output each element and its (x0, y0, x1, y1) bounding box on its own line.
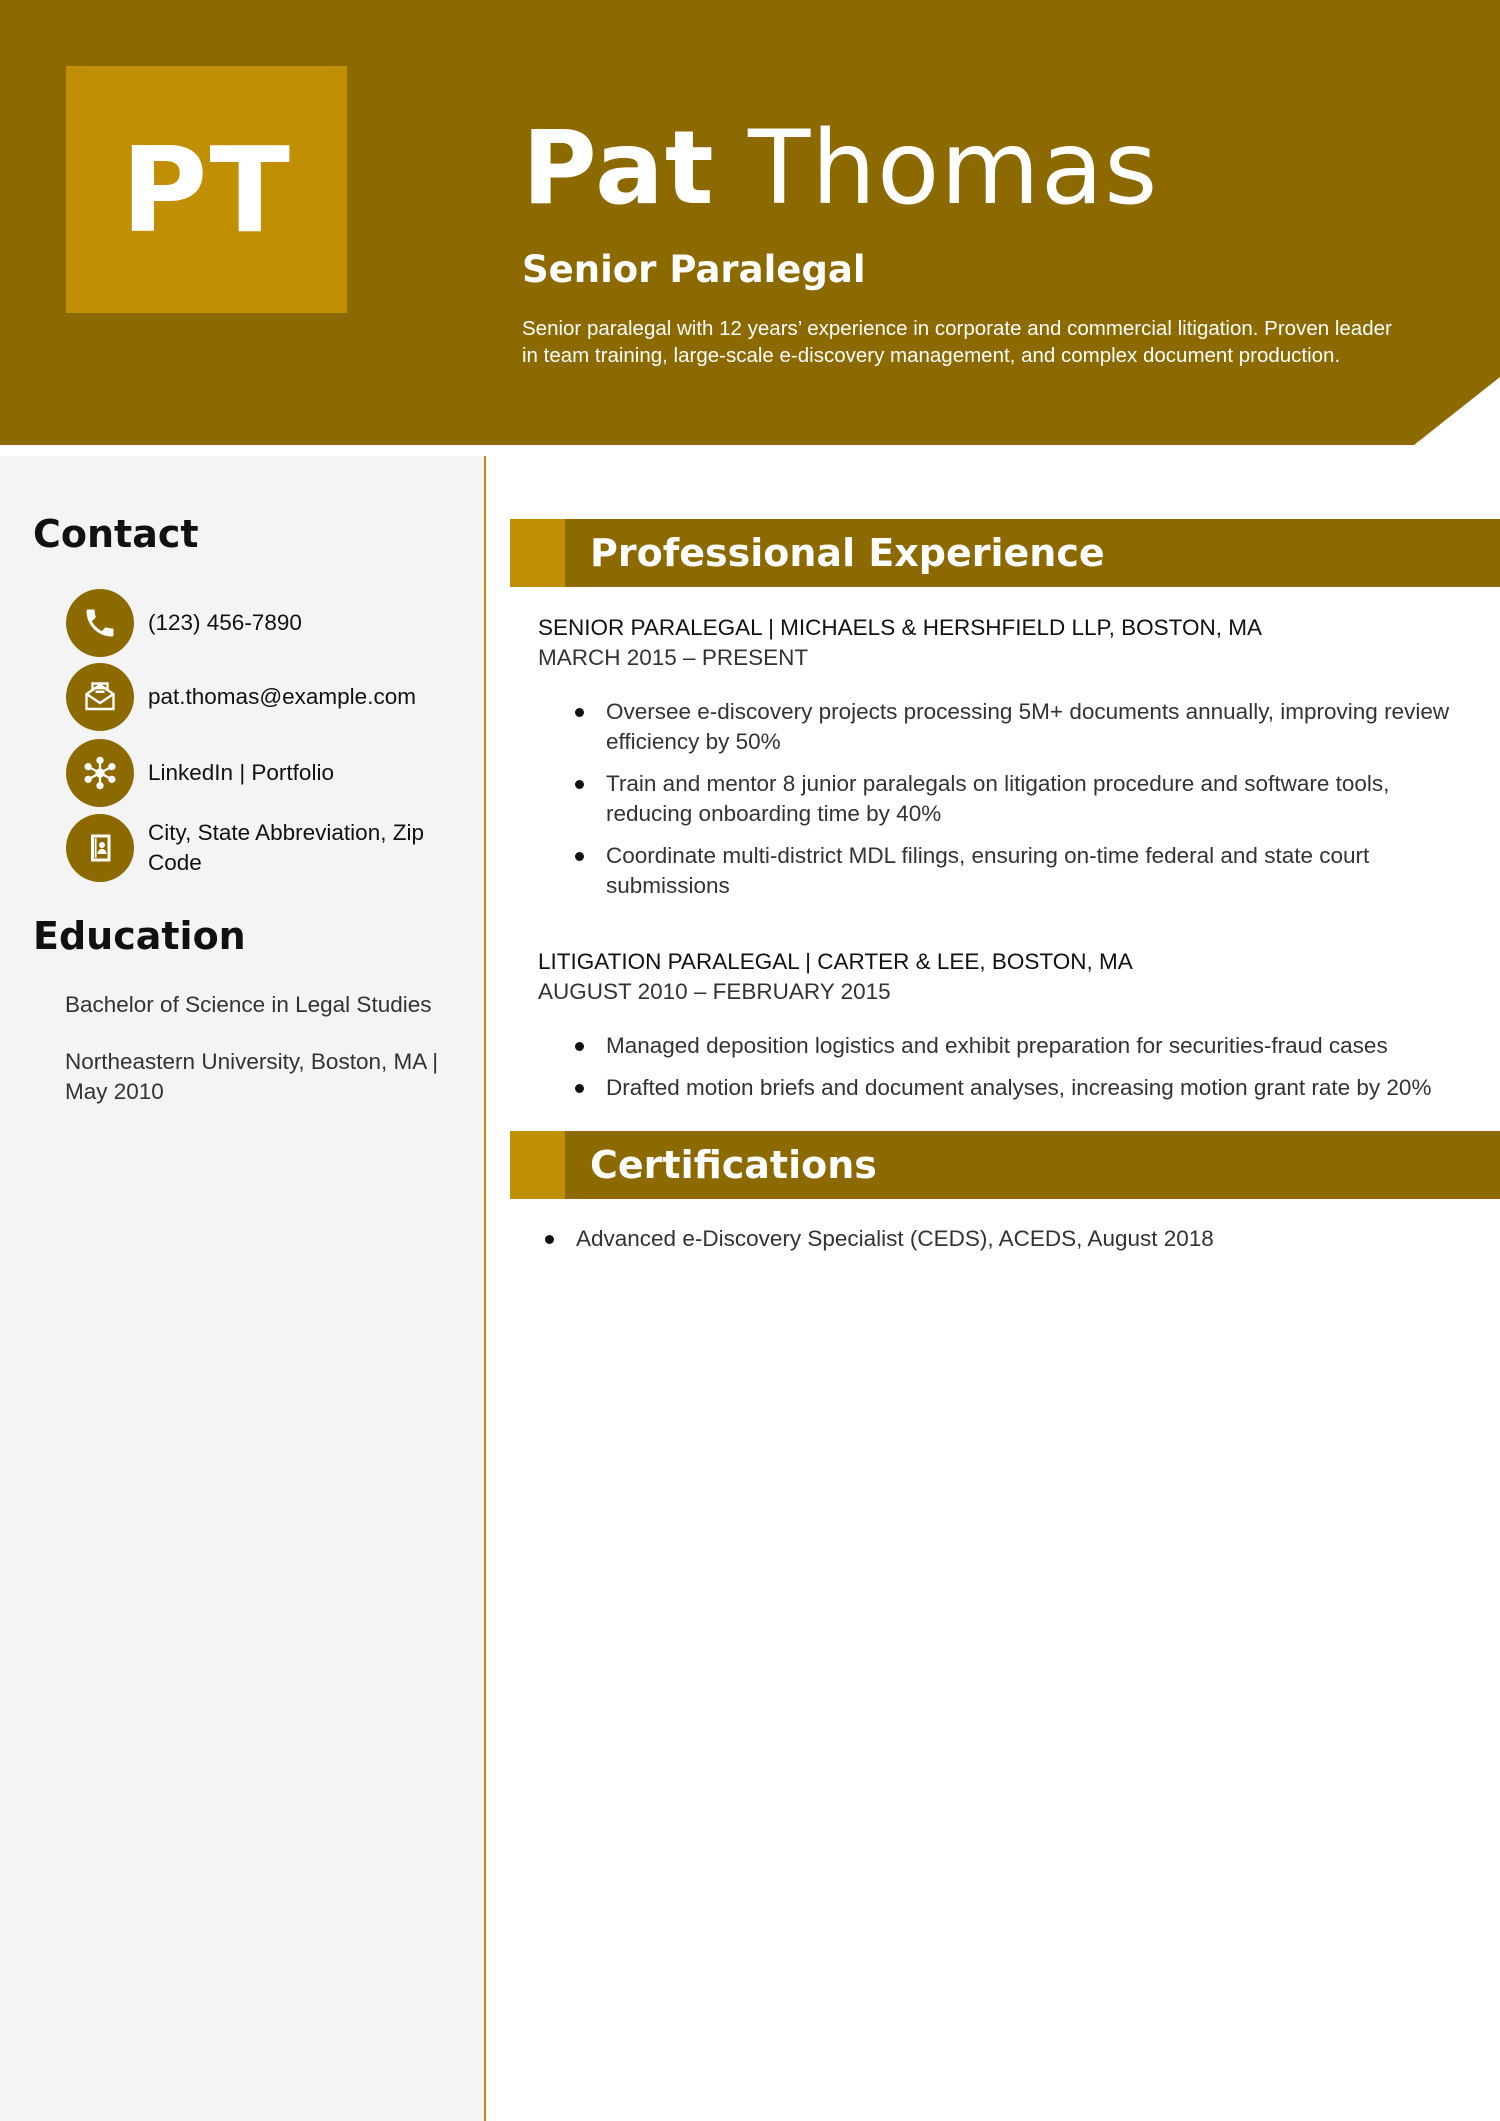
job-2-dates: AUGUST 2010 – FEBRUARY 2015 (538, 979, 891, 1004)
job-1-bullets (606, 697, 1466, 913)
certifications-heading: Certifications (590, 1143, 877, 1187)
candidate-name (522, 108, 1158, 230)
phone-icon (66, 589, 134, 657)
certifications-list (576, 1224, 1476, 1266)
phone-number[interactable]: (123) 456-7890 (148, 610, 302, 635)
certifications-section-header (510, 1131, 1500, 1199)
email-address[interactable]: pat.thomas@example.com (148, 684, 416, 709)
address-icon (66, 814, 134, 882)
education-degree: Bachelor of Science in Legal Studies (65, 992, 432, 1017)
job-2-bullets (606, 1031, 1496, 1115)
linkedin-portfolio-link[interactable]: LinkedIn | Portfolio (148, 760, 334, 785)
contact-phone (66, 589, 448, 657)
job-1-title: SENIOR PARALEGAL | MICHAELS & HERSHFIELD LLP, BOSTON, MA (538, 615, 1262, 640)
job-1-dates: MARCH 2015 – PRESENT (538, 645, 809, 670)
contact-heading: Contact (33, 512, 199, 556)
education-heading: Education (33, 914, 246, 958)
education-school: Northeastern University, Boston, MA | May 2010 (65, 1049, 439, 1104)
section-accent (510, 1131, 565, 1199)
job-entry-1-header (538, 613, 1478, 673)
list-item: Managed deposition logistics and exhibit preparation for securities-fraud cases (606, 1031, 1496, 1061)
mailing-address: City, State Abbreviation, Zip Code (148, 820, 424, 875)
contact-email (66, 663, 448, 731)
experience-section-header (510, 519, 1500, 587)
experience-heading: Professional Experience (590, 531, 1105, 575)
section-accent (510, 519, 565, 587)
profile-summary: Senior paralegal with 12 years’ experience in corporate and commercial litigation. Proven leader in team training, large-scale e-discovery management, and complex document production. (522, 317, 1392, 367)
contact-address (66, 814, 448, 882)
list-item: Oversee e-discovery projects processing 5M+ documents annually, improving review efficiency by 50% (606, 697, 1466, 757)
job-2-title: LITIGATION PARALEGAL | CARTER & LEE, BOSTON, MA (538, 949, 1133, 974)
job-title: Senior Paralegal (522, 248, 866, 291)
list-item: Drafted motion briefs and document analyses, increasing motion grant rate by 20% (606, 1073, 1496, 1103)
list-item: Train and mentor 8 junior paralegals on litigation procedure and software tools, reducing onboarding time by 40% (606, 769, 1466, 829)
email-icon (66, 663, 134, 731)
first-name: Pat (522, 109, 715, 228)
last-name: Thomas (748, 109, 1159, 228)
monogram-badge: PT (66, 66, 347, 313)
contact-links (66, 739, 448, 807)
list-item: Advanced e-Discovery Specialist (CEDS), ACEDS, August 2018 (576, 1224, 1476, 1254)
network-icon (66, 739, 134, 807)
list-item: Coordinate multi-district MDL filings, ensuring on-time federal and state court submissions (606, 841, 1466, 901)
job-entry-2-header (538, 947, 1478, 1007)
